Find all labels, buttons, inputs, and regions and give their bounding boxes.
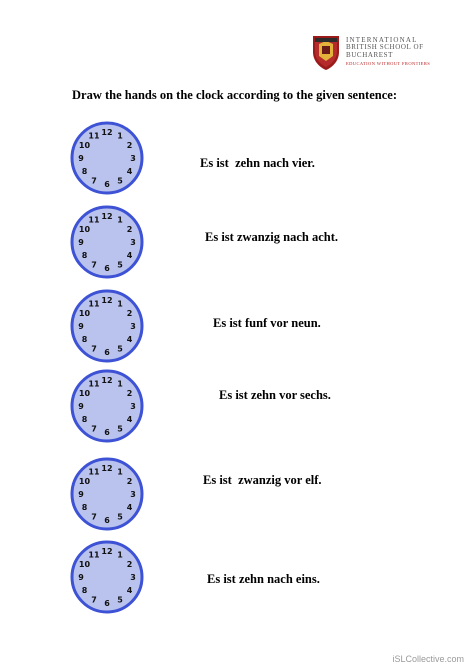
logo-tagline: EDUCATION WITHOUT FRONTIERS xyxy=(346,61,431,67)
clock-number: 10 xyxy=(78,309,91,318)
exercise-row xyxy=(0,120,474,200)
clock-number: 2 xyxy=(126,389,133,398)
clock-face[interactable] xyxy=(69,539,145,615)
clock-face[interactable] xyxy=(69,204,145,280)
clock-number: 11 xyxy=(88,379,100,389)
clock-number: 7 xyxy=(91,344,97,354)
clock-number: 5 xyxy=(117,344,123,354)
clock-number: 11 xyxy=(88,215,100,225)
clock-number: 10 xyxy=(78,389,91,398)
clock-number: 7 xyxy=(91,260,97,270)
clock-number: 4 xyxy=(126,167,133,176)
clock-number: 4 xyxy=(126,251,133,260)
clock-number: 3 xyxy=(130,238,136,247)
clock-number: 1 xyxy=(117,379,123,389)
clock-number: 12 xyxy=(101,128,113,137)
clock-number: 5 xyxy=(117,260,123,270)
clock-number: 9 xyxy=(78,490,84,499)
clock-number: 12 xyxy=(101,547,113,556)
school-logo xyxy=(310,34,460,74)
clock-number: 11 xyxy=(88,467,100,477)
clock-number: 11 xyxy=(88,299,100,309)
clock-face[interactable] xyxy=(69,120,145,196)
clock-number: 5 xyxy=(117,176,123,186)
clock-number: 8 xyxy=(81,167,88,176)
clock-number: 9 xyxy=(78,154,84,163)
instruction-heading: Draw the hands on the clock according to the given sentence: xyxy=(72,88,397,102)
clock-number: 10 xyxy=(78,560,91,569)
time-sentence: Es ist zehn vor sechs. xyxy=(219,388,331,402)
clock-number: 1 xyxy=(117,467,123,477)
clock-number: 2 xyxy=(126,225,133,234)
clock-number: 5 xyxy=(117,595,123,605)
clock-number: 6 xyxy=(104,428,110,437)
clock-number: 8 xyxy=(81,586,88,595)
clock-face[interactable] xyxy=(69,288,145,364)
clock-number: 2 xyxy=(126,309,133,318)
clock-number: 9 xyxy=(78,573,84,582)
clock-number: 2 xyxy=(126,477,133,486)
exercise-row xyxy=(0,456,474,536)
time-sentence: Es ist zwanzig vor elf. xyxy=(203,473,322,487)
clock-number: 4 xyxy=(126,503,133,512)
clock-number: 9 xyxy=(78,402,84,411)
clock-number: 4 xyxy=(126,335,133,344)
clock-number: 11 xyxy=(88,550,100,560)
clock-number: 10 xyxy=(78,141,91,150)
clock-number: 3 xyxy=(130,154,136,163)
time-sentence: Es ist zehn nach vier. xyxy=(200,156,315,170)
clock-number: 1 xyxy=(117,299,123,309)
clock-number: 8 xyxy=(81,415,88,424)
clock-number: 10 xyxy=(78,477,91,486)
logo-line-1: INTERNATIONAL xyxy=(346,36,418,44)
clock-number: 6 xyxy=(104,599,110,608)
time-sentence: Es ist zehn nach eins. xyxy=(207,572,320,586)
clock-number: 4 xyxy=(126,586,133,595)
time-sentence: Es ist funf vor neun. xyxy=(213,316,321,330)
clock-number: 7 xyxy=(91,595,97,605)
exercise-row xyxy=(0,368,474,448)
clock-number: 11 xyxy=(88,131,100,141)
clock-number: 6 xyxy=(104,264,110,273)
clock-number: 6 xyxy=(104,348,110,357)
clock-number: 1 xyxy=(117,550,123,560)
clock-number: 9 xyxy=(78,238,84,247)
clock-number: 1 xyxy=(117,215,123,225)
clock-number: 5 xyxy=(117,424,123,434)
exercise-row xyxy=(0,539,474,619)
clock-number: 5 xyxy=(117,512,123,522)
clock-number: 2 xyxy=(126,141,133,150)
school-crest-icon xyxy=(310,34,342,72)
watermark-footer: iSLCollective.com xyxy=(392,654,464,664)
clock-number: 3 xyxy=(130,322,136,331)
exercise-row xyxy=(0,288,474,368)
logo-line-2: BRITISH SCHOOL OF BUCHAREST xyxy=(346,43,424,59)
clock-number: 7 xyxy=(91,176,97,186)
clock-number: 12 xyxy=(101,212,113,221)
clock-number: 8 xyxy=(81,503,88,512)
clock-number: 3 xyxy=(130,490,136,499)
clock-number: 12 xyxy=(101,376,113,385)
clock-number: 9 xyxy=(78,322,84,331)
clock-number: 12 xyxy=(101,296,113,305)
clock-number: 8 xyxy=(81,335,88,344)
clock-number: 10 xyxy=(78,225,91,234)
clock-number: 7 xyxy=(91,512,97,522)
clock-number: 4 xyxy=(126,415,133,424)
time-sentence: Es ist zwanzig nach acht. xyxy=(205,230,338,244)
clock-number: 12 xyxy=(101,464,113,473)
clock-face[interactable] xyxy=(69,456,145,532)
clock-number: 3 xyxy=(130,402,136,411)
clock-number: 6 xyxy=(104,180,110,189)
clock-number: 2 xyxy=(126,560,133,569)
clock-number: 1 xyxy=(117,131,123,141)
clock-number: 6 xyxy=(104,516,110,525)
clock-number: 8 xyxy=(81,251,88,260)
exercise-row xyxy=(0,204,474,284)
clock-number: 7 xyxy=(91,424,97,434)
clock-face[interactable] xyxy=(69,368,145,444)
clock-number: 3 xyxy=(130,573,136,582)
